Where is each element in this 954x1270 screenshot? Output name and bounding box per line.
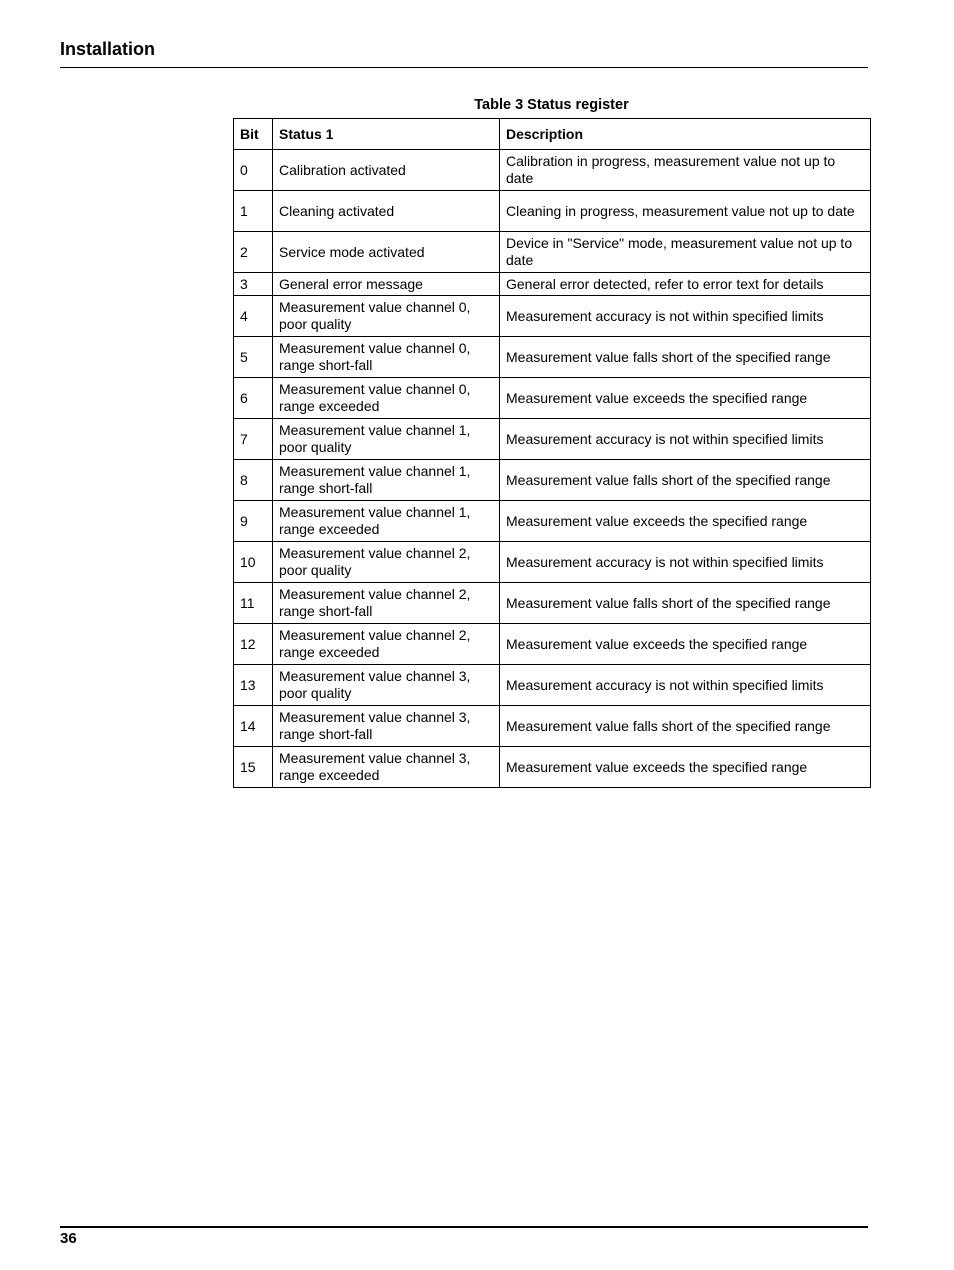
cell-status: Calibration activated	[273, 150, 500, 191]
cell-bit: 7	[234, 419, 273, 460]
table-row	[234, 337, 871, 378]
cell-description: Calibration in progress, measurement value not up to date	[500, 150, 871, 191]
page-number: 36	[60, 1230, 77, 1247]
cell-status: Measurement value channel 1, poor quality	[273, 419, 500, 460]
cell-description: Measurement accuracy is not within specified limits	[500, 542, 871, 583]
table-row	[234, 296, 871, 337]
table-row	[234, 542, 871, 583]
table-row	[234, 624, 871, 665]
cell-status: Measurement value channel 2, range short-fall	[273, 583, 500, 624]
cell-status: Measurement value channel 2, poor quality	[273, 542, 500, 583]
table-row	[234, 460, 871, 501]
table-row	[234, 706, 871, 747]
table-row	[234, 273, 871, 296]
cell-bit: 13	[234, 665, 273, 706]
cell-description: Measurement value falls short of the specified range	[500, 460, 871, 501]
table-row	[234, 665, 871, 706]
cell-bit: 2	[234, 232, 273, 273]
cell-status: Measurement value channel 2, range exceeded	[273, 624, 500, 665]
cell-status: Measurement value channel 3, poor quality	[273, 665, 500, 706]
cell-description: Measurement accuracy is not within specified limits	[500, 419, 871, 460]
cell-status: Measurement value channel 1, range short-fall	[273, 460, 500, 501]
cell-status: Measurement value channel 0, range exceeded	[273, 378, 500, 419]
cell-status: Service mode activated	[273, 232, 500, 273]
cell-description: Measurement accuracy is not within specified limits	[500, 665, 871, 706]
table-row	[234, 232, 871, 273]
section-title: Installation	[60, 39, 156, 59]
table-body	[234, 150, 871, 788]
column-header-status: Status 1	[273, 119, 500, 150]
column-header-description: Description	[500, 119, 871, 150]
cell-bit: 12	[234, 624, 273, 665]
cell-description: Measurement accuracy is not within specified limits	[500, 296, 871, 337]
cell-bit: 6	[234, 378, 273, 419]
cell-description: Measurement value exceeds the specified range	[500, 501, 871, 542]
cell-description: Measurement value falls short of the specified range	[500, 337, 871, 378]
cell-bit: 4	[234, 296, 273, 337]
cell-bit: 5	[234, 337, 273, 378]
table-row	[234, 419, 871, 460]
cell-description: Measurement value falls short of the specified range	[500, 706, 871, 747]
column-header-bit: Bit	[234, 119, 273, 150]
table-row	[234, 150, 871, 191]
cell-status: Cleaning activated	[273, 191, 500, 232]
cell-bit: 11	[234, 583, 273, 624]
table-row	[234, 191, 871, 232]
table-header-row	[234, 119, 871, 150]
cell-status: Measurement value channel 0, range short-fall	[273, 337, 500, 378]
cell-bit: 0	[234, 150, 273, 191]
cell-bit: 8	[234, 460, 273, 501]
cell-status: Measurement value channel 3, range exceeded	[273, 747, 500, 788]
page-footer	[60, 1226, 868, 1248]
table-row	[234, 747, 871, 788]
cell-bit: 3	[234, 273, 273, 296]
cell-bit: 14	[234, 706, 273, 747]
cell-status: Measurement value channel 1, range exceeded	[273, 501, 500, 542]
cell-status: General error message	[273, 273, 500, 296]
cell-status: Measurement value channel 3, range short-fall	[273, 706, 500, 747]
cell-bit: 9	[234, 501, 273, 542]
cell-bit: 10	[234, 542, 273, 583]
cell-description: Measurement value exceeds the specified range	[500, 378, 871, 419]
cell-status: Measurement value channel 0, poor quality	[273, 296, 500, 337]
cell-description: Measurement value exceeds the specified range	[500, 747, 871, 788]
cell-description: Measurement value exceeds the specified range	[500, 624, 871, 665]
status-register-table	[233, 118, 871, 788]
cell-description: Cleaning in progress, measurement value not up to date	[500, 191, 871, 232]
table-row	[234, 501, 871, 542]
status-register-table-container	[233, 95, 870, 788]
cell-description: Device in "Service" mode, measurement value not up to date	[500, 232, 871, 273]
table-row	[234, 378, 871, 419]
table-caption: Table 3 Status register	[474, 97, 629, 113]
cell-description: Measurement value falls short of the specified range	[500, 583, 871, 624]
page-header	[60, 38, 868, 68]
cell-bit: 1	[234, 191, 273, 232]
cell-description: General error detected, refer to error text for details	[500, 273, 871, 296]
table-row	[234, 583, 871, 624]
cell-bit: 15	[234, 747, 273, 788]
